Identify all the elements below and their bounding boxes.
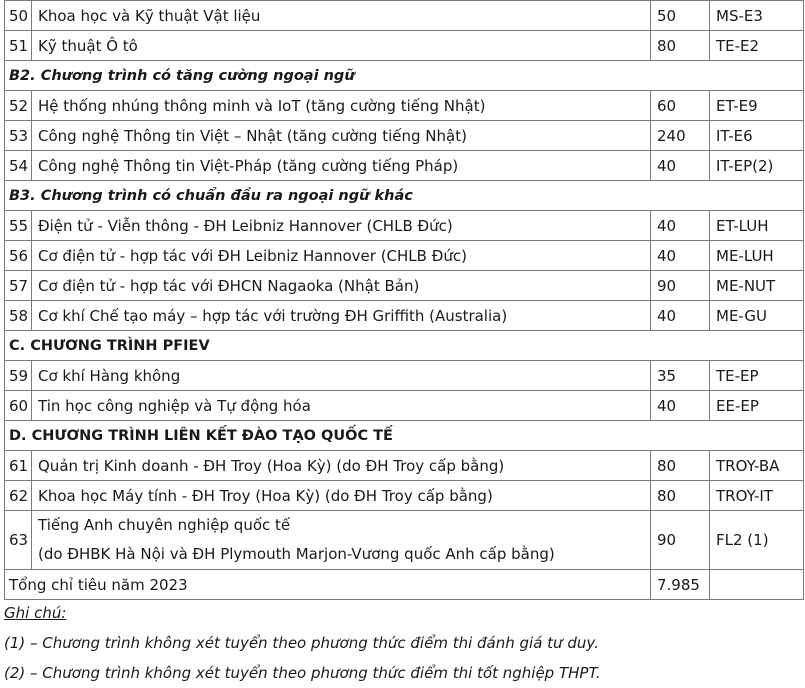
program-name: Khoa học Máy tính - ĐH Troy (Hoa Kỳ) (do ĐH Troy cấp bằng) [32,481,651,511]
program-name: Công nghệ Thông tin Việt-Pháp (tăng cường tiếng Pháp) [32,151,651,181]
table-row [5,451,804,481]
program-code: TROY-BA [710,451,804,481]
program-name: Cơ khí Hàng không [32,361,651,391]
quota-value: 60 [651,91,710,121]
section-header-row [5,61,804,91]
quota-value: 80 [651,31,710,61]
program-code: IT-E6 [710,121,804,151]
quota-value: 40 [651,241,710,271]
section-title: B3. Chương trình có chuẩn đầu ra ngoại ngữ khác [5,181,804,211]
table-row [5,121,804,151]
section-header-row [5,181,804,211]
table-row [5,91,804,121]
row-number: 58 [5,301,32,331]
table-row [5,241,804,271]
row-number: 62 [5,481,32,511]
program-name: Cơ điện tử - hợp tác với ĐHCN Nagaoka (Nhật Bản) [32,271,651,301]
program-code: TROY-IT [710,481,804,511]
total-label: Tổng chỉ tiêu năm 2023 [5,570,651,600]
quota-value: 40 [651,211,710,241]
row-number: 52 [5,91,32,121]
program-code: ET-LUH [710,211,804,241]
program-code: ET-E9 [710,91,804,121]
quota-value: 80 [651,451,710,481]
table-row [5,511,804,570]
program-name-line2: (do ĐHBK Hà Nội và ĐH Plymouth Marjon-Vương quốc Anh cấp bằng) [38,545,555,563]
program-code: MS-E3 [710,1,804,31]
program-code: IT-EP(2) [710,151,804,181]
row-number: 59 [5,361,32,391]
notes-title: Ghi chú: [4,604,67,622]
note-item-2: (2) – Chương trình không xét tuyển theo phương thức điểm thi tốt nghiệp THPT. [4,664,601,682]
admission-table [4,0,804,600]
table-row [5,211,804,241]
section-header-row [5,421,804,451]
row-number: 56 [5,241,32,271]
table-row [5,151,804,181]
program-name: Quản trị Kinh doanh - ĐH Troy (Hoa Kỳ) (do ĐH Troy cấp bằng) [32,451,651,481]
program-code: TE-EP [710,361,804,391]
notes [4,598,803,688]
program-name: Hệ thống nhúng thông minh và IoT (tăng cường tiếng Nhật) [32,91,651,121]
section-title: B2. Chương trình có tăng cường ngoại ngữ [5,61,804,91]
section-title: C. CHƯƠNG TRÌNH PFIEV [5,331,804,361]
table-row [5,271,804,301]
table-row [5,31,804,61]
quota-value: 40 [651,151,710,181]
row-number: 51 [5,31,32,61]
program-code: EE-EP [710,391,804,421]
row-number: 63 [5,511,32,570]
row-number: 55 [5,211,32,241]
program-code: ME-NUT [710,271,804,301]
program-code: FL2 (1) [710,511,804,570]
admission-table-body [5,1,804,600]
program-name [32,511,651,570]
table-row [5,301,804,331]
quota-value: 90 [651,511,710,570]
section-header-row [5,331,804,361]
program-code: ME-LUH [710,241,804,271]
table-row [5,391,804,421]
table-row [5,361,804,391]
quota-value: 40 [651,301,710,331]
quota-value: 80 [651,481,710,511]
row-number: 57 [5,271,32,301]
program-name: Công nghệ Thông tin Việt – Nhật (tăng cường tiếng Nhật) [32,121,651,151]
program-name: Cơ điện tử - hợp tác với ĐH Leibniz Hannover (CHLB Đức) [32,241,651,271]
quota-value: 40 [651,391,710,421]
program-name: Tin học công nghiệp và Tự động hóa [32,391,651,421]
program-name: Cơ khí Chế tạo máy – hợp tác với trường ĐH Griffith (Australia) [32,301,651,331]
total-row [5,570,804,600]
row-number: 61 [5,451,32,481]
program-code: TE-E2 [710,31,804,61]
program-name-line1: Tiếng Anh chuyên nghiệp quốc tế [38,516,291,534]
quota-value: 35 [651,361,710,391]
table-row [5,481,804,511]
program-name: Khoa học và Kỹ thuật Vật liệu [32,1,651,31]
row-number: 53 [5,121,32,151]
quota-value: 90 [651,271,710,301]
program-name: Điện tử - Viễn thông - ĐH Leibniz Hannover (CHLB Đức) [32,211,651,241]
program-code: ME-GU [710,301,804,331]
note-item-1: (1) – Chương trình không xét tuyển theo phương thức điểm thi đánh giá tư duy. [4,634,599,652]
row-number: 50 [5,1,32,31]
quota-value: 50 [651,1,710,31]
table-row [5,1,804,31]
row-number: 60 [5,391,32,421]
program-name: Kỹ thuật Ô tô [32,31,651,61]
row-number: 54 [5,151,32,181]
total-code-empty [710,570,804,600]
quota-value: 240 [651,121,710,151]
section-title: D. CHƯƠNG TRÌNH LIÊN KẾT ĐÀO TẠO QUỐC TẾ [5,421,804,451]
total-value: 7.985 [651,570,710,600]
